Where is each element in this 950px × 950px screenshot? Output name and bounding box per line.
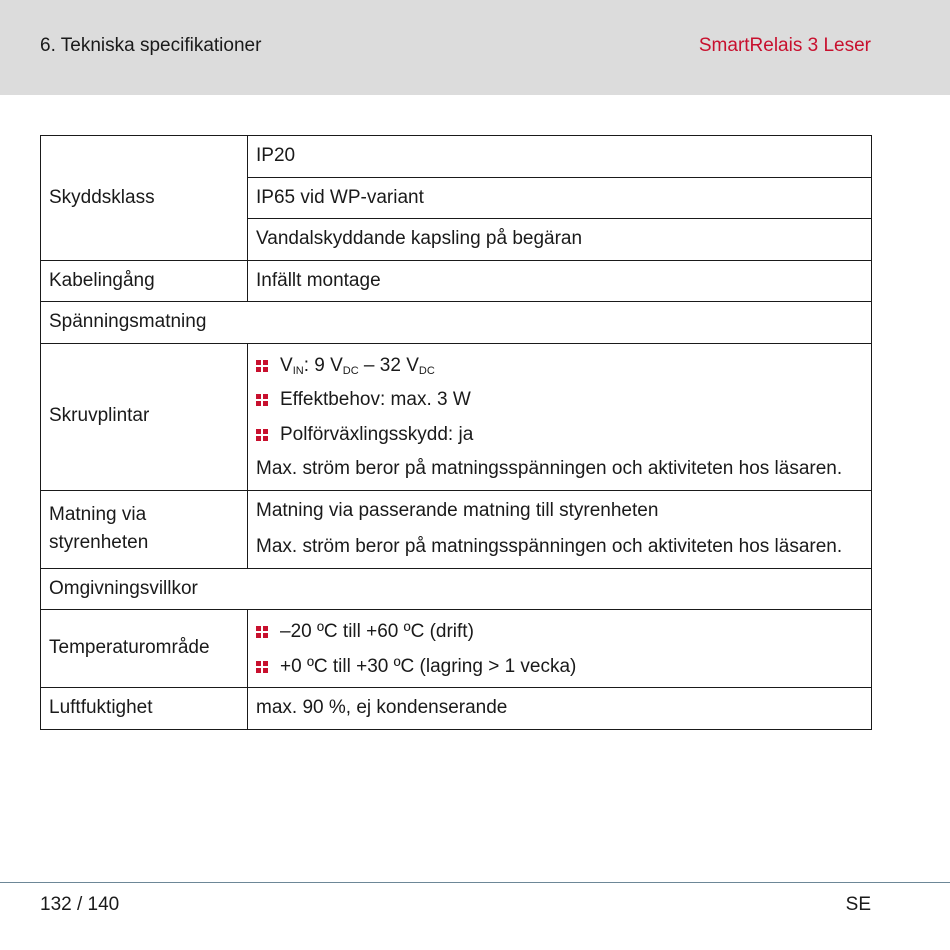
list-item: Polförväxlingsskydd: ja (256, 421, 863, 450)
section-heading-env: Omgivningsvillkor (41, 568, 872, 610)
language-code: SE (845, 894, 871, 915)
table-section-row (41, 568, 872, 610)
cell-value: Infällt montage (248, 260, 872, 302)
list-item: Effektbehov: max. 3 W (256, 386, 863, 415)
spec-table (40, 135, 872, 730)
red-square-bullet-icon (256, 429, 268, 441)
table-row (41, 343, 872, 490)
table-row (41, 260, 872, 302)
product-name: SmartRelais 3 Leser (698, 35, 871, 56)
red-square-bullet-icon (256, 360, 268, 372)
list-item: +0 ºC till +30 ºC (lagring > 1 vecka) (256, 653, 863, 682)
line-text: Matning via passerande matning till styrenheten (256, 499, 659, 521)
voltage-spec: $V_{IN}$: 9 $V_{DC} - 32$ $V_{DC}$ (280, 354, 435, 377)
table-section-row (41, 302, 872, 344)
row-label-skyddsklass: Skyddsklass (41, 136, 248, 261)
list-item (256, 352, 863, 381)
cell-value: Vandalskyddande kapsling på begäran (248, 219, 872, 261)
page-header (0, 0, 950, 95)
cell-value (248, 610, 872, 688)
cell-value (248, 343, 872, 490)
cell-value (248, 490, 872, 568)
page-number: 132 / 140 (40, 894, 120, 915)
section-heading-power: Spänningsmatning (41, 302, 872, 344)
list-item: –20 ºC till +60 ºC (drift) (256, 618, 863, 647)
row-label-luftfuktighet: Luftfuktighet (41, 688, 248, 730)
note-text: Max. ström beror på matningsspänningen och aktiviteten hos läsaren. (256, 536, 843, 557)
red-square-bullet-icon (256, 626, 268, 638)
table-row (41, 136, 872, 178)
row-label-matning: Matning via styrenheten (41, 490, 248, 568)
row-label-kabelingang: Kabelingång (41, 260, 248, 302)
red-square-bullet-icon (256, 394, 268, 406)
table-row (41, 490, 872, 568)
footer-divider (0, 882, 950, 883)
table-row (41, 688, 872, 730)
cell-value: max. 90 %, ej kondenserande (248, 688, 872, 730)
row-label-skruvplintar: Skruvplintar (41, 343, 248, 490)
section-title: 6. Tekniska specifikationer (40, 35, 262, 56)
table-row (41, 610, 872, 688)
cell-value: IP20 (248, 136, 872, 178)
row-label-temperatur: Temperaturområde (41, 610, 248, 688)
note-text: Max. ström beror på matningsspänningen och aktiviteten hos läsaren. (256, 458, 843, 479)
cell-value: IP65 vid WP-variant (248, 177, 872, 219)
red-square-bullet-icon (256, 661, 268, 673)
